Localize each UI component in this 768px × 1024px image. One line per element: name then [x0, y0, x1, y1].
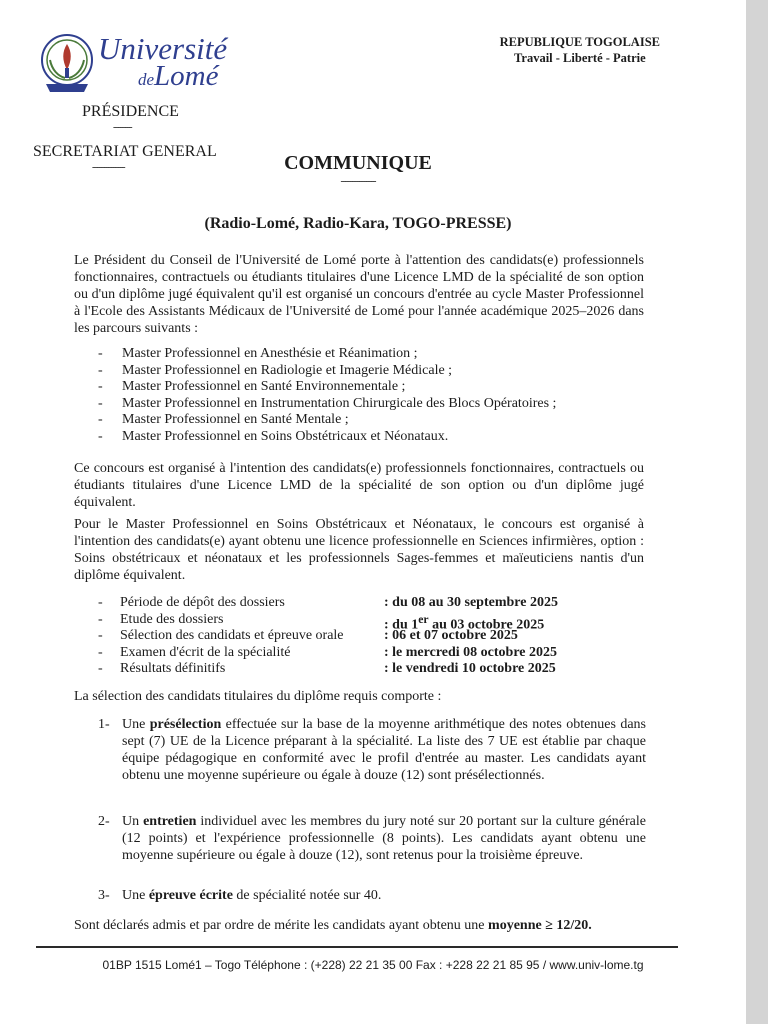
university-seal-icon — [38, 30, 96, 96]
office-rule: -------- — [113, 122, 132, 133]
schedule-row — [74, 645, 674, 662]
schedule-list — [74, 595, 674, 678]
logo-wordmark-de: de — [138, 70, 155, 89]
schedule-value: : le mercredi 08 octobre 2025 — [384, 644, 558, 660]
schedule-label: Etude des dossiers — [120, 611, 224, 627]
country-motto: Travail - Liberté - Patrie — [513, 51, 646, 65]
criterion-text — [122, 716, 646, 784]
selection-intro: La sélection des candidats titulaires du diplôme requis comporte : — [74, 689, 442, 704]
schedule-dash: - — [98, 661, 103, 677]
document-title: COMMUNIQUE — [284, 152, 432, 174]
criterion-item — [98, 716, 646, 784]
schedule-dash: - — [98, 644, 103, 660]
conclusion-text: Sont déclarés admis et par ordre de mérite les candidats ayant obtenu une — [74, 918, 489, 933]
schedule-label: Résultats définitifs — [120, 661, 226, 677]
list-item: - Master Professionnel en Instrumentation Chirurgicale des Blocs Opératoires ; — [74, 396, 654, 413]
criterion-keyword: épreuve écrite — [148, 888, 233, 903]
schedule-value-end: au 03 octobre 2025 — [428, 617, 545, 633]
conclusion-threshold: moyenne ≥ 12/20. — [488, 918, 592, 933]
criterion-text-rest: individuel avec les membres du jury noté sur 20 portant sur la culture générale (12 points) et l'expérience professionnelle (8 points). Les candidats ayant obtenu une moyenne supérieure ou égale à douze (12), sont retenus pour la troisième épreuve. — [122, 814, 646, 863]
concours-paragraph: Ce concours est organisé à l'intention des candidats(e) professionnels fonctionnaires, contractuels ou étudiants titulaires d'une Licence LMD de la spécialité de son option ou d'un diplôme jugé équivalent. — [74, 461, 644, 510]
criterion-item — [98, 887, 646, 904]
criterion-keyword: présélection — [149, 717, 222, 732]
country-block — [500, 34, 660, 66]
title-rule: --------------- — [340, 176, 376, 187]
schedule-value: : du 08 au 30 septembre 2025 — [384, 595, 558, 610]
intro-paragraph: Le Président du Conseil de l'Université de Lomé porte à l'attention des candidats(e) professionnels fonctionnaires, contractuels ou étudiants titulaires d'une Licence LMD de la spécialité de son option ou d'un diplôme jugé équivalent qu'il est organisé un concours d'entrée au cycle Master Professionnel à l'Ecole des Assistants Médicaux de l'Université de Lomé pour l'année académique 2025–2026 dans les parcours suivants : — [74, 253, 644, 336]
criterion-number: 3- — [98, 888, 110, 903]
schedule-dash: - — [98, 628, 103, 644]
schedule-row — [74, 611, 674, 633]
department-rule: -------------- — [92, 162, 125, 173]
schedule-dash: - — [98, 595, 103, 610]
schedule-label: Sélection des candidats et épreuve orale — [120, 628, 344, 644]
schedule-value: : 06 et 07 octobre 2025 — [384, 628, 518, 644]
criterion-text-rest: de spécialité notée sur 40. — [232, 888, 382, 903]
schedule-row — [74, 595, 674, 612]
list-item: - Master Professionnel en Santé Mentale ; — [74, 412, 654, 429]
criterion-text-start: Une — [122, 888, 149, 903]
criterion-number: 2- — [98, 814, 110, 829]
office-heading: PRÉSIDENCE — [82, 103, 179, 120]
criterion-text-rest: effectuée sur la base de la moyenne arithmétique des notes obtenues dans sept (7) UE de la Licence préparant à la spécialité. La liste des 7 UE est établie par chaque équipe pédagogique en conformité avec le profil d'entrée au master. Les candidats ayant obtenu une moyenne supérieure ou égale à douze (12) sont présélectionnés. — [122, 717, 646, 783]
sof-paragraph: Pour le Master Professionnel en Soins Obstétricaux et Néonataux, le concours est organisé à l'intention des candidats(e) ayant obtenu une licence professionnelle en Sciences infirmières, option : Soins obstétricaux et néonataux et les professionnels Sages-femmes et maïeuticiens nantis d'un diplôme équivalent. — [74, 517, 644, 583]
list-item: - Master Professionnel en Radiologie et Imagerie Médicale ; — [74, 363, 654, 380]
schedule-dash: - — [98, 611, 103, 627]
criterion-item — [98, 813, 646, 864]
conclusion-paragraph — [74, 918, 674, 934]
schedule-value-sup: er — [418, 612, 429, 626]
list-item: - Master Professionnel en Soins Obstétricaux et Néonataux. — [74, 429, 654, 446]
criterion-number: 1- — [98, 717, 110, 732]
footer-contact: 01BP 1515 Lomé1 – Togo Téléphone : (+228) 22 21 35 00 Fax : +228 22 21 85 95 / www.univ-lome.tg — [102, 958, 644, 972]
scan-edge — [746, 0, 768, 1024]
schedule-value: : le vendredi 10 octobre 2025 — [384, 661, 556, 677]
country-name: REPUBLIQUE TOGOLAISE — [499, 35, 660, 49]
criterion-text — [122, 887, 646, 904]
criterion-text-start: Un — [122, 814, 144, 829]
footer-divider — [36, 946, 678, 948]
criterion-keyword: entretien — [143, 814, 197, 829]
list-item: - Master Professionnel en Santé Environnementale ; — [74, 379, 654, 396]
logo-wordmark-lome-name: Lomé — [154, 60, 219, 92]
list-item: - Master Professionnel en Anesthésie et Réanimation ; — [74, 346, 654, 363]
university-logo — [38, 30, 238, 100]
schedule-row — [74, 628, 674, 645]
criterion-text — [122, 813, 646, 864]
schedule-value-start: : du 1 — [384, 617, 419, 633]
masters-list — [74, 346, 654, 446]
schedule-label: Période de dépôt des dossiers — [120, 595, 285, 610]
media-recipients: (Radio-Lomé, Radio-Kara, TOGO-PRESSE) — [204, 215, 512, 232]
logo-wordmark-lome — [138, 60, 219, 96]
schedule-row — [74, 661, 674, 678]
criterion-text-start: Une — [122, 717, 150, 732]
department-heading: SECRETARIAT GENERAL — [33, 143, 217, 160]
schedule-label: Examen d'écrit de la spécialité — [120, 644, 291, 660]
logo-wordmark-universite: Université — [98, 31, 228, 66]
